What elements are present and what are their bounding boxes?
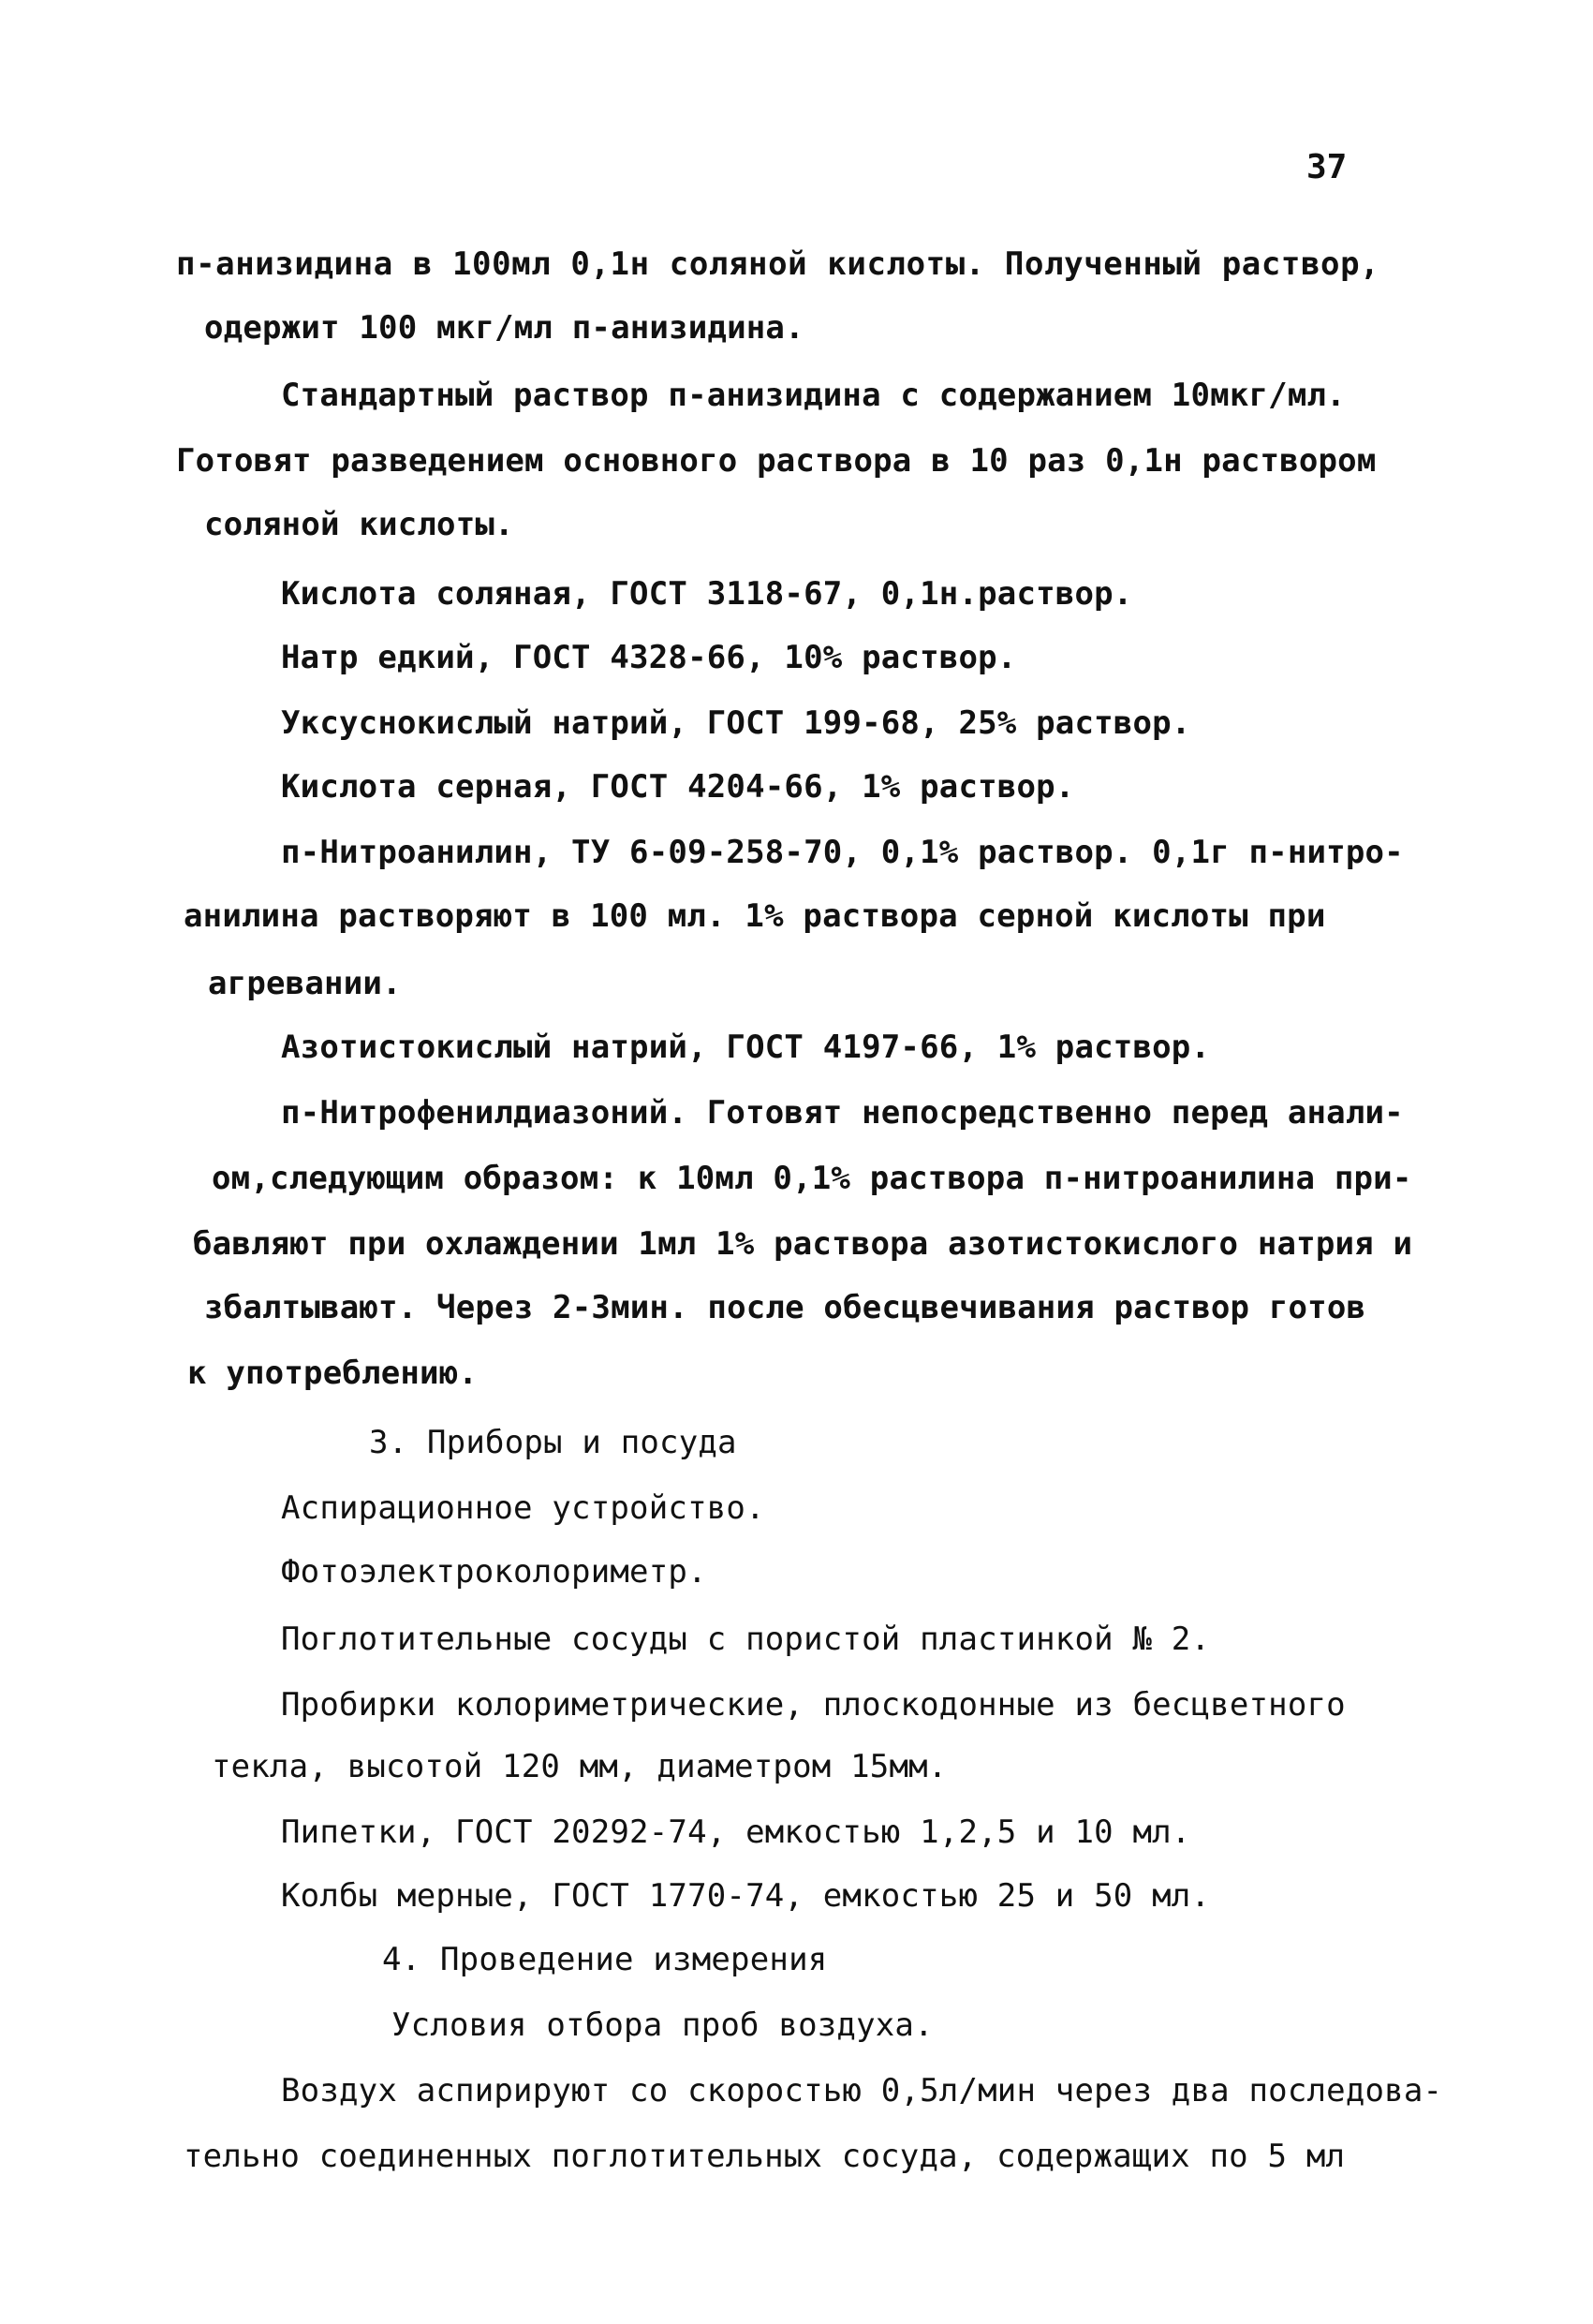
text-line: агревании. [208,965,402,1002]
text-line: Воздух аспирируют со скоростью 0,5л/мин через два последова- [281,2072,1443,2109]
text-line: бавляют при охлаждении 1мл 1% раствора азотистокислого натрия и [193,1225,1413,1263]
text-line: Фотоэлектроколориметр. [281,1553,707,1591]
text-line: Условия отбора проб воздуха. [391,2006,934,2044]
text-line: Азотистокислый натрий, ГОСТ 4197-66, 1% раствор. [281,1029,1211,1066]
text-line: анилина растворяют в 100 мл. 1% раствора серной кислоты при [184,897,1326,935]
text-line: Кислота серная, ГОСТ 4204-66, 1% раствор. [281,768,1075,806]
text-line: Пипетки, ГОСТ 20292-74, емкостью 1,2,5 и 10 мл. [281,1813,1191,1851]
text-line: п-Нитроанилин, ТУ 6-09-258-70, 0,1% раствор. 0,1г п-нитро- [281,834,1404,871]
text-line: одержит 100 мкг/мл п-анизидина. [204,309,804,347]
text-line: Аспирационное устройство. [281,1489,765,1527]
text-line: Уксуснокислый натрий, ГОСТ 199-68, 25% раствор. [281,704,1191,742]
text-line: Готовят разведением основного раствора в 10 раз 0,1н раствором [176,442,1377,480]
text-line: тельно соединенных поглотительных сосуда, содержащих по 5 мл [184,2138,1346,2175]
text-line: збалтывают. Через 2-3мин. после обесцвечивания раствор готов [204,1289,1366,1326]
text-line: Кислота соляная, ГОСТ 3118-67, 0,1н.раствор. [281,575,1133,613]
page-number: 37 [1306,148,1348,186]
text-line: Стандартный раствор п-анизидина с содержанием 10мкг/мл. [281,377,1346,414]
text-line: ом,следующим образом: к 10мл 0,1% раствора п-нитроанилина при- [212,1160,1412,1197]
text-line: Поглотительные сосуды с пористой пластинкой № 2. [281,1621,1211,1658]
text-line: к употреблению. [187,1354,479,1392]
text-line: Пробирки колориметрические, плоскодонные из бесцветного [281,1686,1346,1724]
text-line: Колбы мерные, ГОСТ 1770-74, емкостью 25 и 50 мл. [281,1877,1211,1915]
text-line: Натр едкий, ГОСТ 4328-66, 10% раствор. [281,639,1017,676]
section-heading: 4. Проведение измерения [382,1941,828,1978]
text-line: текла, высотой 120 мм, диаметром 15мм. [212,1748,948,1785]
text-line: п-анизидина в 100мл 0,1н соляной кислоты. Полученный раствор, [176,245,1380,283]
text-line: соляной кислоты. [204,506,514,543]
text-line: п-Нитрофенилдиазоний. Готовят непосредственно перед анали- [281,1094,1404,1132]
section-heading: 3. Приборы и посуда [369,1424,737,1461]
